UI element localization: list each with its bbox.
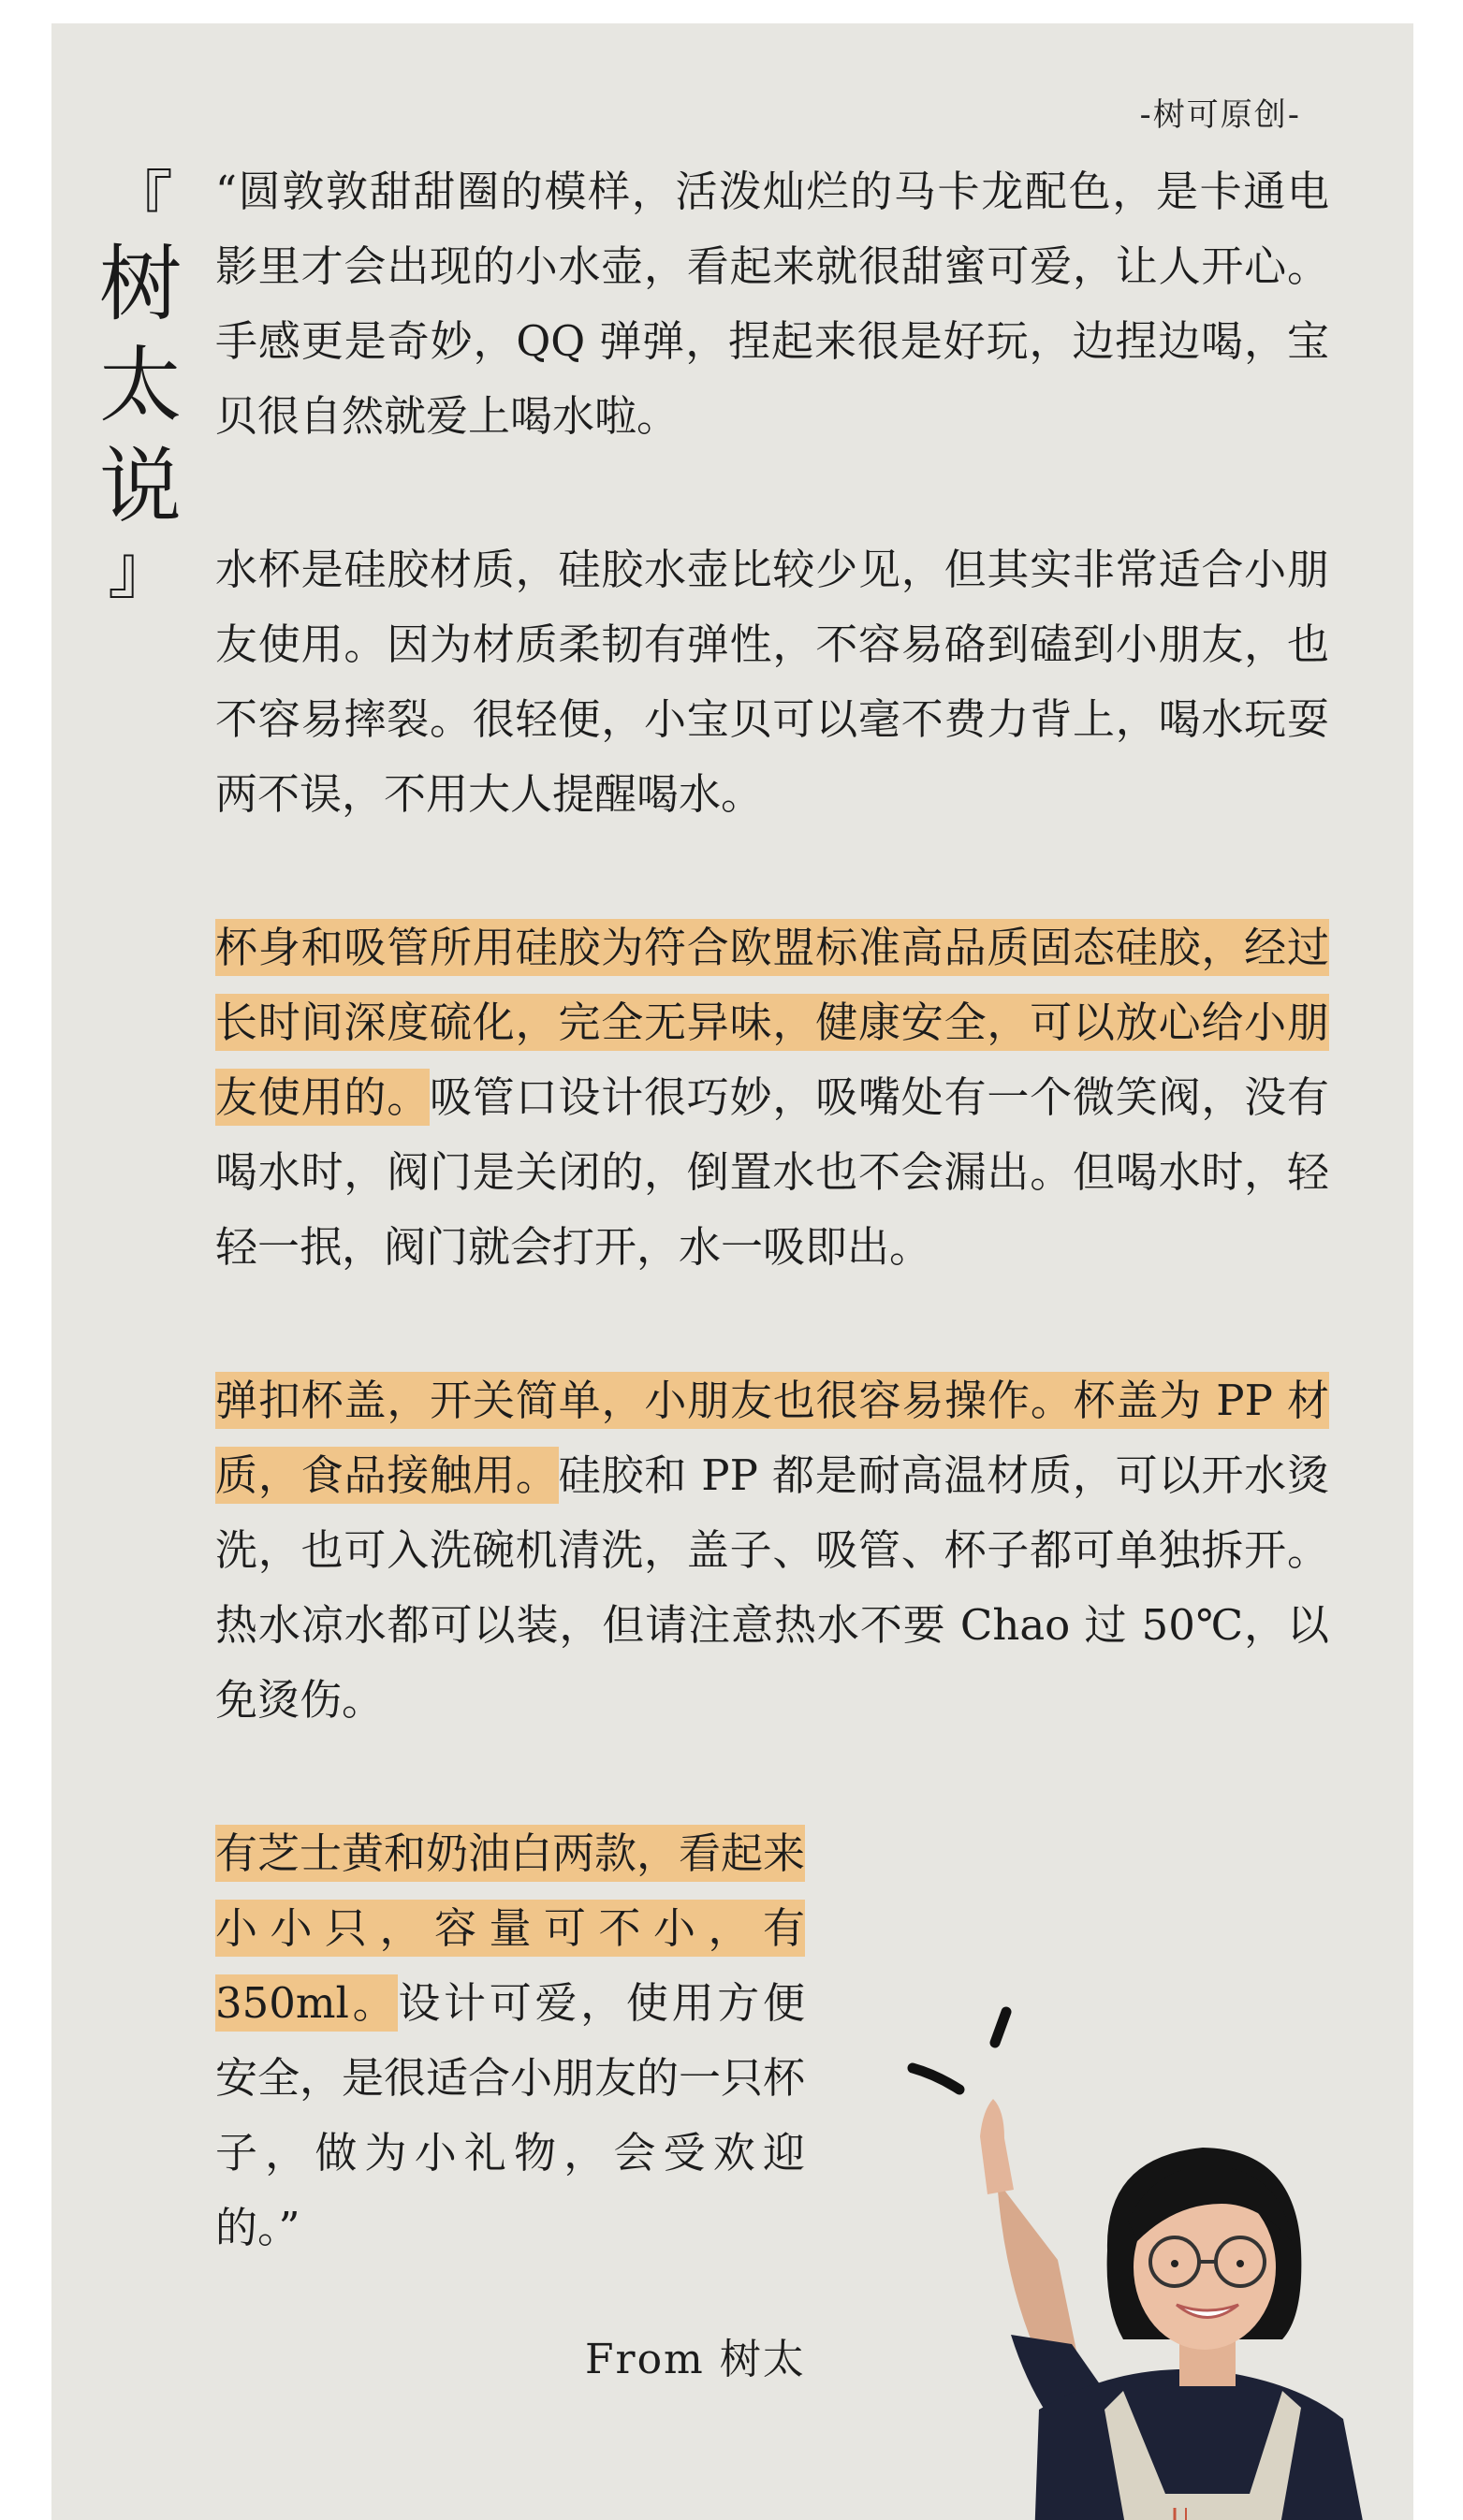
highlighted-text: 弹扣杯盖，开关简单，小朋友也很容易操作。杯盖为 PP 材质，食品接触用。 xyxy=(215,1372,1329,1504)
paragraph-colors xyxy=(215,1816,805,2265)
paragraph-silicone xyxy=(215,910,1329,1285)
original-tag: -树可原创- xyxy=(1139,96,1301,134)
signature: From 树太 xyxy=(585,2336,806,2383)
highlighted-text: 杯身和吸管所用硅胶为符合欧盟标准高品质固态硅胶，经过长时间深度硫化，完全无异味，健康安全，可以放心给小朋友使用的。 xyxy=(215,919,1329,1126)
vertical-title xyxy=(89,163,192,608)
paragraph-text: 水杯是硅胶材质，硅胶水壶比较少见，但其实非常适合小朋友使用。因为材质柔韧有弹性，不容易硌到磕到小朋友，也不容易摔裂。很轻便，小宝贝可以毫不费力背上，喝水玩耍两不误，不用大人提醒喝水。 xyxy=(215,545,1329,819)
paragraph-intro xyxy=(215,154,1329,454)
paragraph-text: 吸管口设计很巧妙，吸嘴处有一个微笑阀，没有喝水时，阀门是关闭的，倒置水也不会漏出。但喝水时，轻轻一抿，阀门就会打开，水一吸即出。 xyxy=(215,1072,1329,1272)
title-close-bracket: 』 xyxy=(108,532,173,608)
highlighted-text: 有芝士黄和奶油白两款，看起来小小只，容量可不小，有 350ml。 xyxy=(215,1825,805,2032)
title-char: 说 xyxy=(98,438,182,534)
paragraph-text: 设计可爱，使用方便安全，是很适合小朋友的一只杯子，做为小礼物，会受欢迎的。” xyxy=(215,1978,806,2252)
paragraph-text: 硅胶和 PP 都是耐高温材质，可以开水烫洗，也可入洗碗机清洗，盖子、吸管、杯子都可单独拆开。热水凉水都可以装，但请注意热水不要 Chao 过 50℃，以免烫伤。 xyxy=(215,1450,1329,1725)
paragraph-lid xyxy=(215,1363,1329,1738)
person-pointing-illustration xyxy=(856,1970,1390,2520)
paragraph-text: “圆敦敦甜甜圈的模样，活泼灿烂的马卡龙配色，是卡通电影里才会出现的小水壶，看起来就很甜蜜可爱，让人开心。手感更是奇妙，QQ 弹弹，捏起来很是好玩，边捏边喝，宝贝很自然就爱上喝水啦。 xyxy=(215,167,1329,441)
title-open-bracket: 『 xyxy=(108,163,173,240)
title-char: 太 xyxy=(98,337,182,433)
article-body xyxy=(215,154,1329,2265)
paragraph-material xyxy=(215,532,1329,832)
article-card xyxy=(51,23,1413,2520)
title-char: 树 xyxy=(98,236,182,332)
